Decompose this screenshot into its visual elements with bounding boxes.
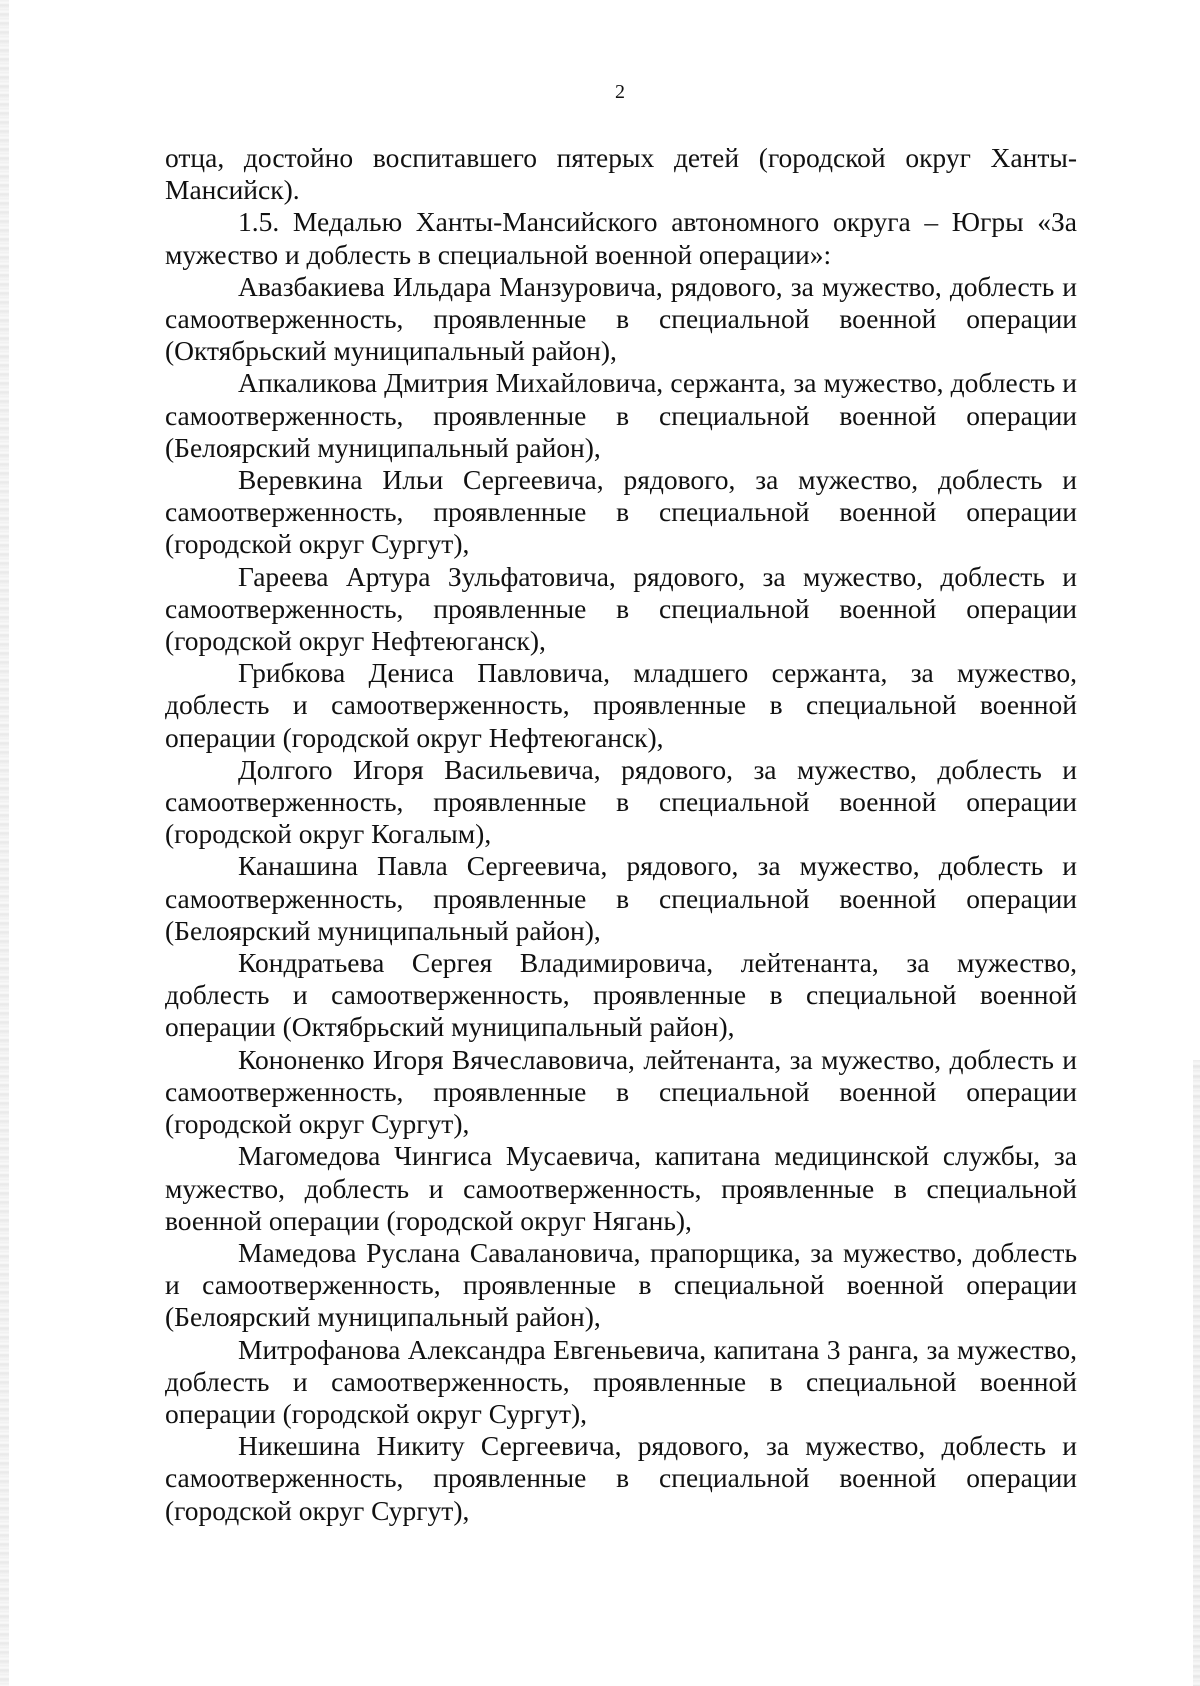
award-entry: Долгого Игоря Васильевича, рядового, за мужество, доблесть и самоотверженность, проявленные в специальной военной операции (городской округ Когалым),: [165, 753, 1077, 850]
award-entry: Митрофанова Александра Евгеньевича, капитана 3 ранга, за мужество, доблесть и самоотверженность, проявленные в специальной военной операции (городской округ Сургут),: [165, 1333, 1077, 1429]
award-entry: Никешина Никиту Сергеевича, рядового, за мужество, доблесть и самоотверженность, проявленные в специальной военной операции (городской округ Сургут),: [165, 1430, 1077, 1526]
award-entry: Кондратьева Сергея Владимировича, лейтенанта, за мужество, доблесть и самоотверженность, проявленные в специальной военной операции (Октябрьский муниципальный район),: [165, 947, 1077, 1043]
award-entry: Апкаликова Дмитрия Михайловича, сержанта, за мужество, доблесть и самоотверженность, проявленные в специальной военной операции (Белоярский муниципальный район),: [165, 367, 1077, 463]
document-body: [165, 142, 1077, 1527]
award-entry: Грибкова Дениса Павловича, младшего сержанта, за мужество, доблесть и самоотверженность, проявленные в специальной военной операции (городской округ Нефтеюганск),: [165, 657, 1077, 753]
page-number: 2: [615, 81, 625, 103]
award-entry: Магомедова Чингиса Мусаевича, капитана медицинской службы, за мужество, доблесть и самоотверженность, проявленные в специальной военной операции (городской округ Нягань),: [165, 1140, 1077, 1236]
award-entry: Гареева Артура Зульфатовича, рядового, за мужество, доблесть и самоотверженность, проявленные в специальной военной операции (городской округ Нефтеюганск),: [165, 560, 1077, 657]
paragraph-medal-heading: 1.5. Медалью Ханты-Мансийского автономного округа – Югры «За мужество и доблесть в специальной военной операции»:: [165, 206, 1077, 270]
paragraph-continuation: отца, достойно воспитавшего пятерых детей (городской округ Ханты-Мансийск).: [165, 142, 1077, 206]
scan-edge-left: [0, 0, 9, 1686]
award-entry: Канашина Павла Сергеевича, рядового, за мужество, доблесть и самоотверженность, проявленные в специальной военной операции (Белоярский муниципальный район),: [165, 850, 1077, 946]
scan-edge-right: [1193, 1060, 1200, 1686]
award-entry: Кононенко Игоря Вячеславовича, лейтенанта, за мужество, доблесть и самоотверженность, проявленные в специальной военной операции (городской округ Сургут),: [165, 1043, 1077, 1140]
award-entry: Мамедова Руслана Савалановича, прапорщика, за мужество, доблесть и самоотверженность, проявленные в специальной военной операции (Белоярский муниципальный район),: [165, 1236, 1077, 1333]
award-entry: Веревкина Ильи Сергеевича, рядового, за мужество, доблесть и самоотверженность, проявленные в специальной военной операции (городской округ Сургут),: [165, 464, 1077, 560]
award-entry: Авазбакиева Ильдара Манзуровича, рядового, за мужество, доблесть и самоотверженность, проявленные в специальной военной операции (Октябрьский муниципальный район),: [165, 270, 1077, 367]
